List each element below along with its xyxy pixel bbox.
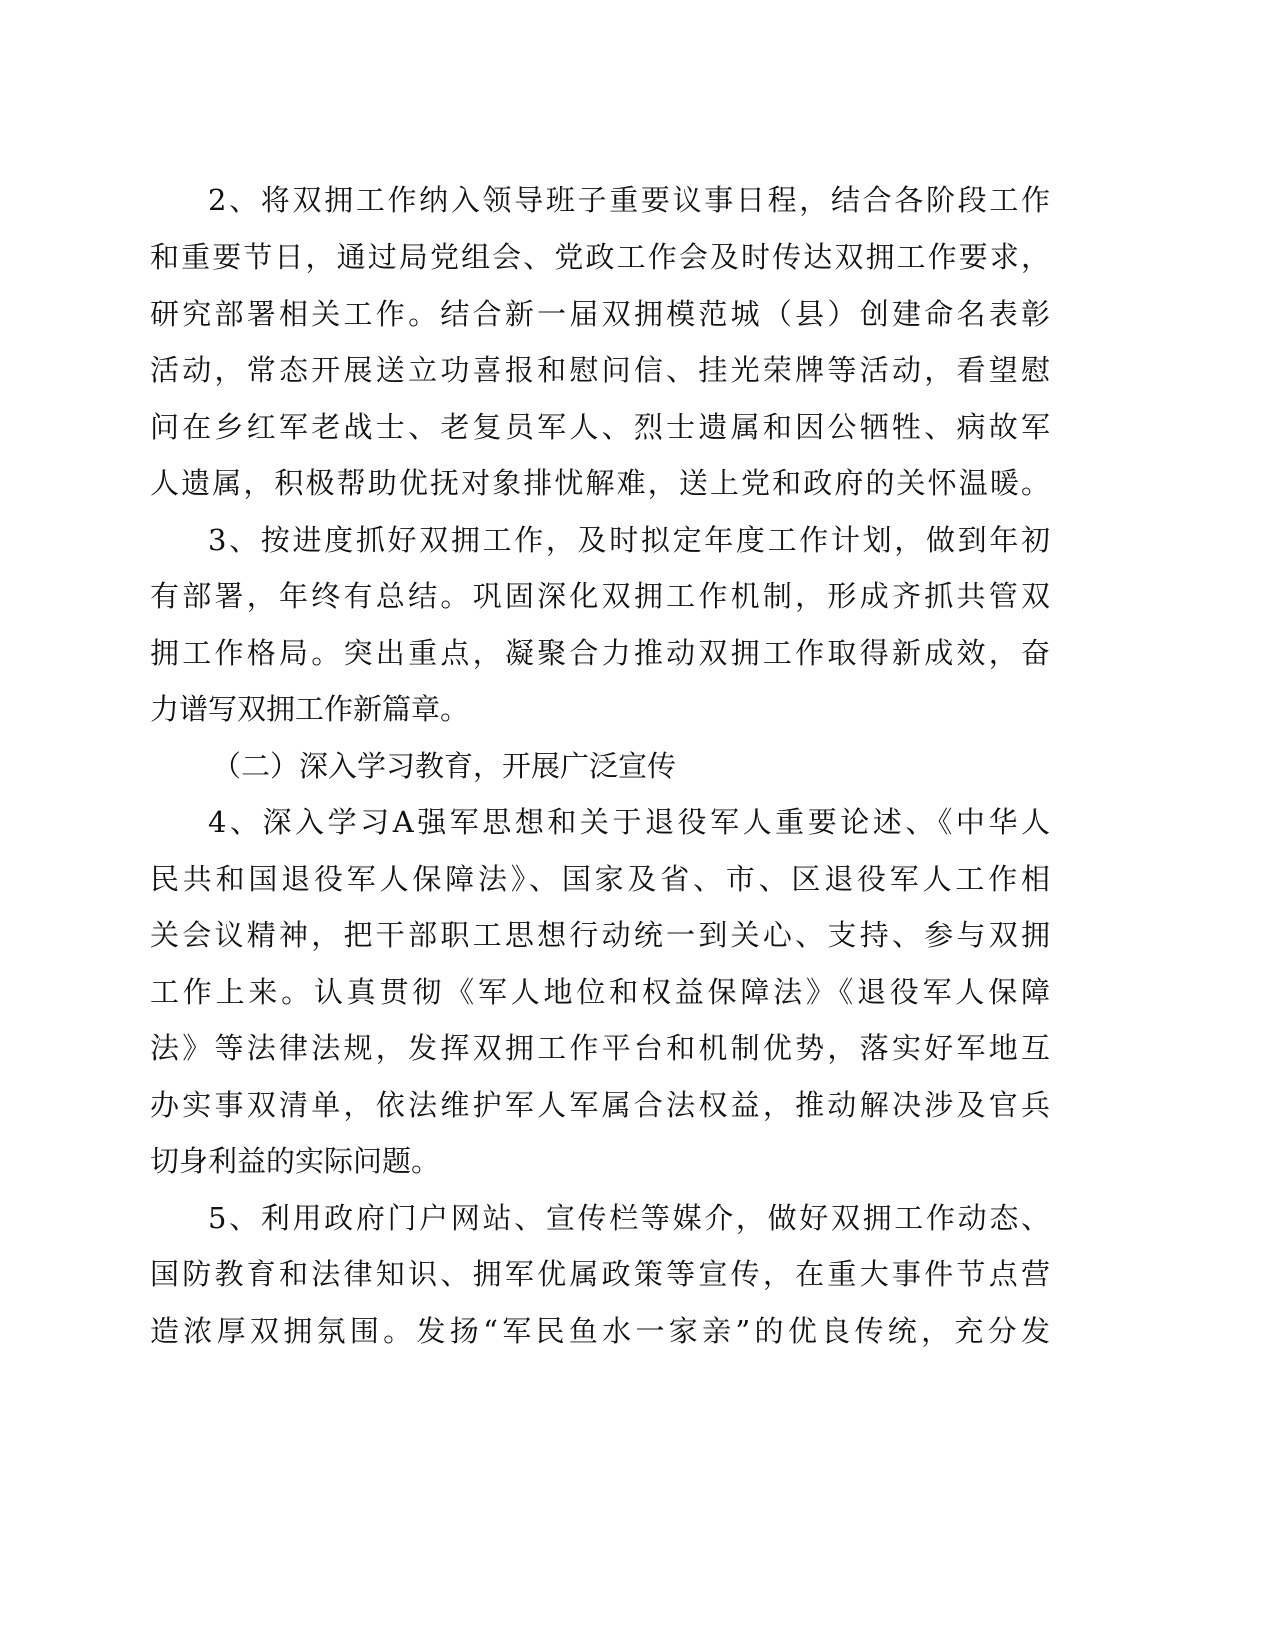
paragraph-4-line-2: 民共和国退役军人保障法》、国家及省、市、区退役军人工作相 — [150, 862, 1050, 896]
paragraph-4-line-7: 切身利益的实际问题。 — [150, 1144, 441, 1178]
paragraph-3-line-1: 3、按进度抓好双拥工作，及时拟定年度工作计划，做到年初 — [208, 523, 1050, 557]
paragraph-4-line-1: 4、深入学习A强军思想和关于退役军人重要论述、《中华人 — [208, 805, 1050, 839]
paragraph-2-line-3: 研究部署相关工作。结合新一届双拥模范城（县）创建命名表彰 — [150, 297, 1050, 331]
paragraph-4-line-6: 办实事双清单，依法维护军人军属合法权益，推动解决涉及官兵 — [150, 1088, 1050, 1122]
paragraph-4-line-4: 工作上来。认真贯彻《军人地位和权益保障法》《退役军人保障 — [150, 975, 1050, 1009]
paragraph-4-line-5: 法》等法律法规，发挥双拥工作平台和机制优势，落实好军地互 — [150, 1031, 1050, 1065]
paragraph-4-line-3: 关会议精神，把干部职工思想行动统一到关心、支持、参与双拥 — [150, 918, 1050, 952]
paragraph-5-line-3: 造浓厚双拥氛围。发扬“军民鱼水一家亲”的优良传统，充分发 — [150, 1314, 1050, 1348]
section-heading: （二）深入学习教育，开展广泛宣传 — [212, 749, 677, 783]
paragraph-2-line-2: 和重要节日，通过局党组会、党政工作会及时传达双拥工作要求， — [150, 240, 1050, 274]
paragraph-3-line-2: 有部署，年终有总结。巩固深化双拥工作机制，形成齐抓共管双 — [150, 579, 1050, 613]
paragraph-2-line-6: 人遗属，积极帮助优抚对象排忧解难，送上党和政府的关怀温暖。 — [150, 466, 1050, 500]
paragraph-2-line-4: 活动，常态开展送立功喜报和慰问信、挂光荣牌等活动，看望慰 — [150, 353, 1050, 387]
paragraph-5-line-2: 国防教育和法律知识、拥军优属政策等宣传，在重大事件节点营 — [150, 1257, 1050, 1291]
paragraph-3-line-4: 力谱写双拥工作新篇章。 — [150, 692, 470, 726]
paragraph-2-line-5: 问在乡红军老战士、老复员军人、烈士遗属和因公牺牲、病故军 — [150, 410, 1050, 444]
paragraph-3-line-3: 拥工作格局。突出重点，凝聚合力推动双拥工作取得新成效，奋 — [150, 636, 1050, 670]
paragraph-2-line-1: 2、将双拥工作纳入领导班子重要议事日程，结合各阶段工作 — [208, 183, 1050, 217]
paragraph-5-line-1: 5、利用政府门户网站、宣传栏等媒介，做好双拥工作动态、 — [208, 1201, 1050, 1235]
